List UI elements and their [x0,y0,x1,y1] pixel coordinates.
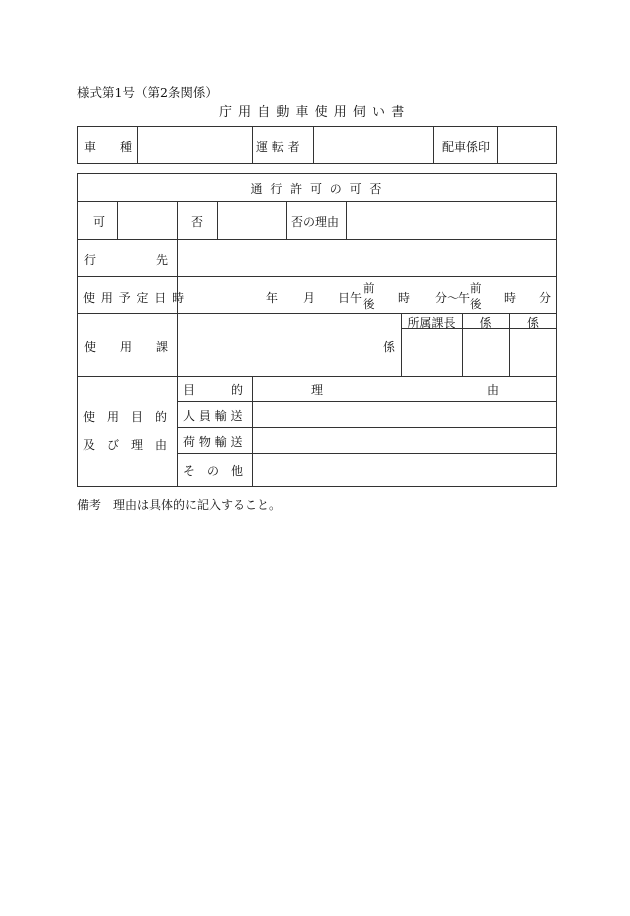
schedule-hour-1: 時 [398,291,411,305]
purpose-label-line2: 及 び 理 由 [83,438,168,452]
reject-label: 否 [191,215,204,229]
schedule-minute-1: 分～ [435,291,460,305]
purpose-label-line1: 使 用 目 的 [83,410,168,424]
driver-label: 運 転 者 [256,140,300,154]
section-label: 使 用 課 [84,340,169,354]
approve-label: 可 [93,215,106,229]
schedule-after-2[interactable]: 後 [470,297,482,311]
chief-seal-label: 所属課長 [407,316,456,330]
form-number: 様式第1号（第2条関係） [77,85,218,100]
purpose-column-header: 目 的 [183,383,244,397]
schedule-year: 年 [266,291,279,305]
reject-reason-label: 否の理由 [291,215,340,229]
staff2-seal-box[interactable] [510,329,556,375]
destination-label: 行 先 [84,253,169,267]
purpose-other[interactable]: そ の 他 [183,464,244,478]
section-suffix: 係 [383,340,396,354]
schedule-month: 月 [303,291,316,305]
vehicle-type-label: 車 種 [84,140,133,154]
reason-column-header-1: 理 [311,383,324,397]
footer-note: 備考 理由は具体的に記入すること。 [77,498,282,512]
staff1-seal-label: 係 [479,316,492,330]
schedule-label: 使 用 予 定 日 時 [83,291,186,305]
approval-header: 通 行 許 可 の 可 否 [250,182,384,196]
staff1-seal-box[interactable] [463,329,508,375]
dispatch-seal-label: 配車係印 [442,140,491,154]
purpose-passenger[interactable]: 人 員 輸 送 [183,409,243,423]
schedule-before-2[interactable]: 前 [470,281,482,295]
chief-seal-box[interactable] [402,329,461,375]
reason-column-header-2: 由 [487,383,500,397]
purpose-cargo[interactable]: 荷 物 輸 送 [183,435,243,449]
schedule-hour-2: 時 [504,291,517,305]
form-title: 庁 用 自 動 車 使 用 伺 い 書 [219,105,406,120]
schedule-ampm-1: 午 [350,291,363,305]
schedule-minute-2: 分 [539,291,552,305]
schedule-day: 日 [338,291,351,305]
staff2-seal-label: 係 [526,316,539,330]
schedule-after-1[interactable]: 後 [363,297,375,311]
schedule-before-1[interactable]: 前 [363,281,375,295]
schedule-ampm-2: 午 [458,291,471,305]
